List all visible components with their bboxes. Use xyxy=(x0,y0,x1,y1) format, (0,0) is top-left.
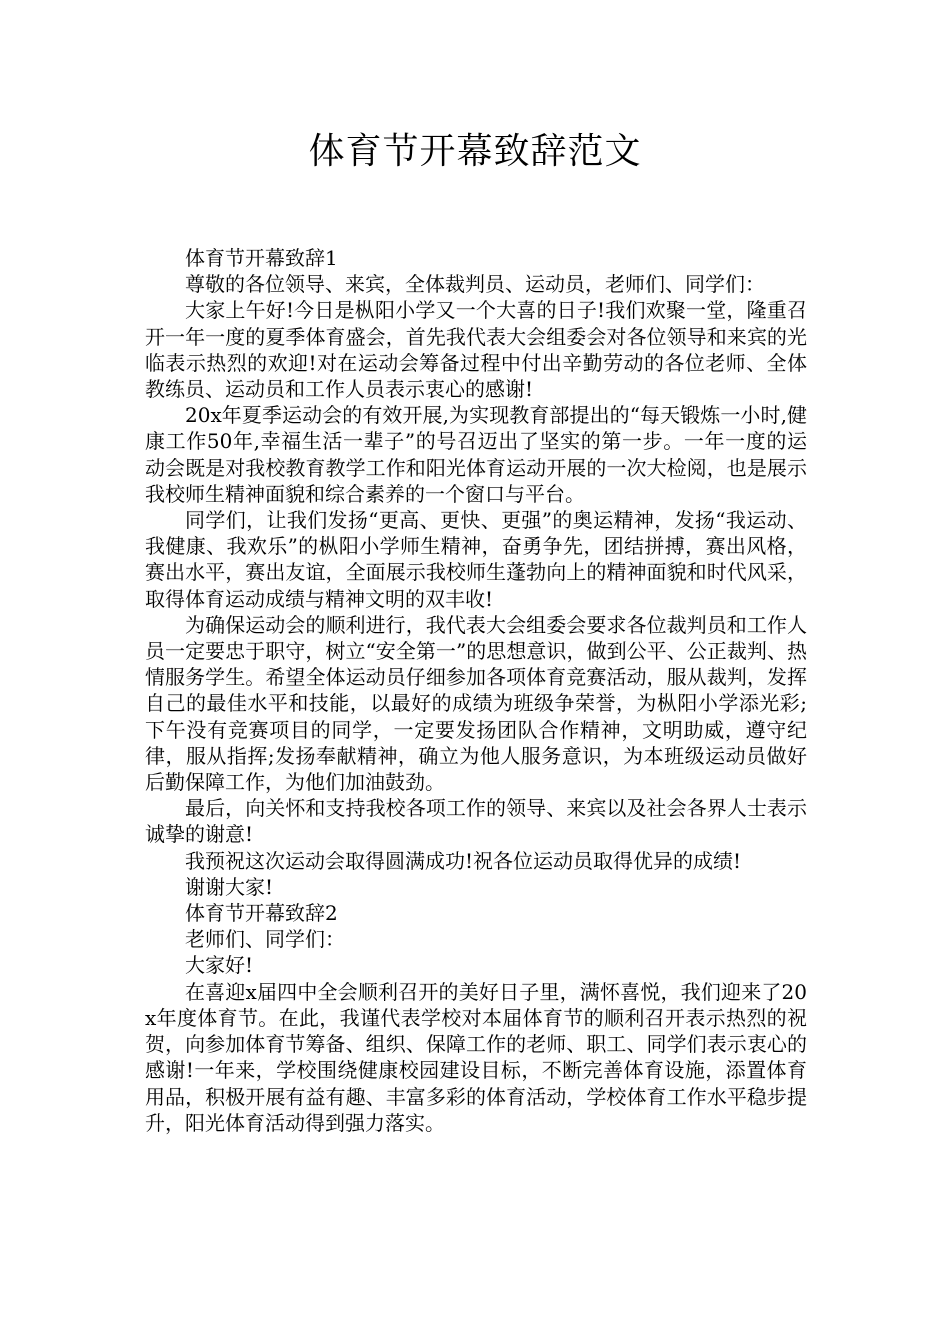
paragraph-thank-you: 谢谢大家! xyxy=(185,874,274,899)
paragraph-salutation-2: 老师们、同学们： xyxy=(185,927,345,952)
paragraph-greeting: 大家好! xyxy=(185,953,254,978)
paragraph-speech-2-heading: 体育节开幕致辞2 xyxy=(185,901,338,926)
paragraph-speech-1-heading: 体育节开幕致辞1 xyxy=(185,246,338,270)
paragraph-significance: 20x年夏季运动会的有效开展,为实现教育部提出的“每天锻炼一小时,健康工作50年,幸福生活一辈子”的号召迈出了坚实的第一步。一年一度的运动会既是对我校教育教学工作和阳光体育运动开展的一次大检阅，也是展示我校师生精神面貌和综合素养的一个窗口与平台。 xyxy=(145,403,807,506)
paragraph-welcome: 大家上午好!今日是枞阳小学又一个大喜的日子!我们欢聚一堂，隆重召开一年一度的夏季体育盛会，首先我代表大会组委会对各位领导和来宾的光临表示热烈的欢迎!对在运动会筹备过程中付出辛勤劳动的各位老师、全体教练员、运动员和工作人员表示衷心的感谢! xyxy=(145,298,807,402)
paragraph-thanks-guests: 最后，向关怀和支持我校各项工作的领导、来宾以及社会各界人士表示诚挚的谢意! xyxy=(145,796,807,847)
paragraph-olympic-spirit: 同学们，让我们发扬“更高、更快、更强”的奥运精神，发扬“我运动、我健康、我欢乐”的枞阳小学师生精神，奋勇争先，团结拼搏，赛出风格，赛出水平，赛出友谊，全面展示我校师生蓬勃向上的精神面貌和时代风采，取得体育运动成绩与精神文明的双丰收! xyxy=(145,508,807,611)
paragraph-sports-festival: 在喜迎x届四中全会顺利召开的美好日子里，满怀喜悦，我们迎来了20x年度体育节。在此，我谨代表学校对本届体育节的顺利召开表示热烈的祝贺，向参加体育节筹备、组织、保障工作的老师、职工、同学们表示衷心的感谢!一年来，学校围绕健康校园建设目标，不断完善体育设施，添置体育用品，积极开展有益有趣、丰富多彩的体育活动，学校体育工作水平稳步提升，阳光体育活动得到强力落实。 xyxy=(145,979,807,1135)
paragraph-requirements: 为确保运动会的顺利进行，我代表大会组委会要求各位裁判员和工作人员一定要忠于职守，树立“安全第一”的思想意识，做到公平、公正裁判、热情服务学生。希望全体运动员仔细参加各项体育竞赛活动，服从裁判，发挥自己的最佳水平和技能，以最好的成绩为班级争荣誉，为枞阳小学添光彩;下午没有竞赛项目的同学，一定要发扬团队合作精神，文明助威，遵守纪律，服从指挥;发扬奉献精神，确立为他人服务意识，为本班级运动员做好后勤保障工作，为他们加油鼓劲。 xyxy=(145,612,807,795)
document-body xyxy=(145,245,807,1136)
document-title: 体育节开幕致辞范文 xyxy=(308,131,642,172)
paragraph-wishes: 我预祝这次运动会取得圆满成功!祝各位运动员取得优异的成绩! xyxy=(185,848,742,873)
paragraph-salutation-1: 尊敬的各位领导、来宾，全体裁判员、运动员，老师们、同学们： xyxy=(185,272,765,297)
